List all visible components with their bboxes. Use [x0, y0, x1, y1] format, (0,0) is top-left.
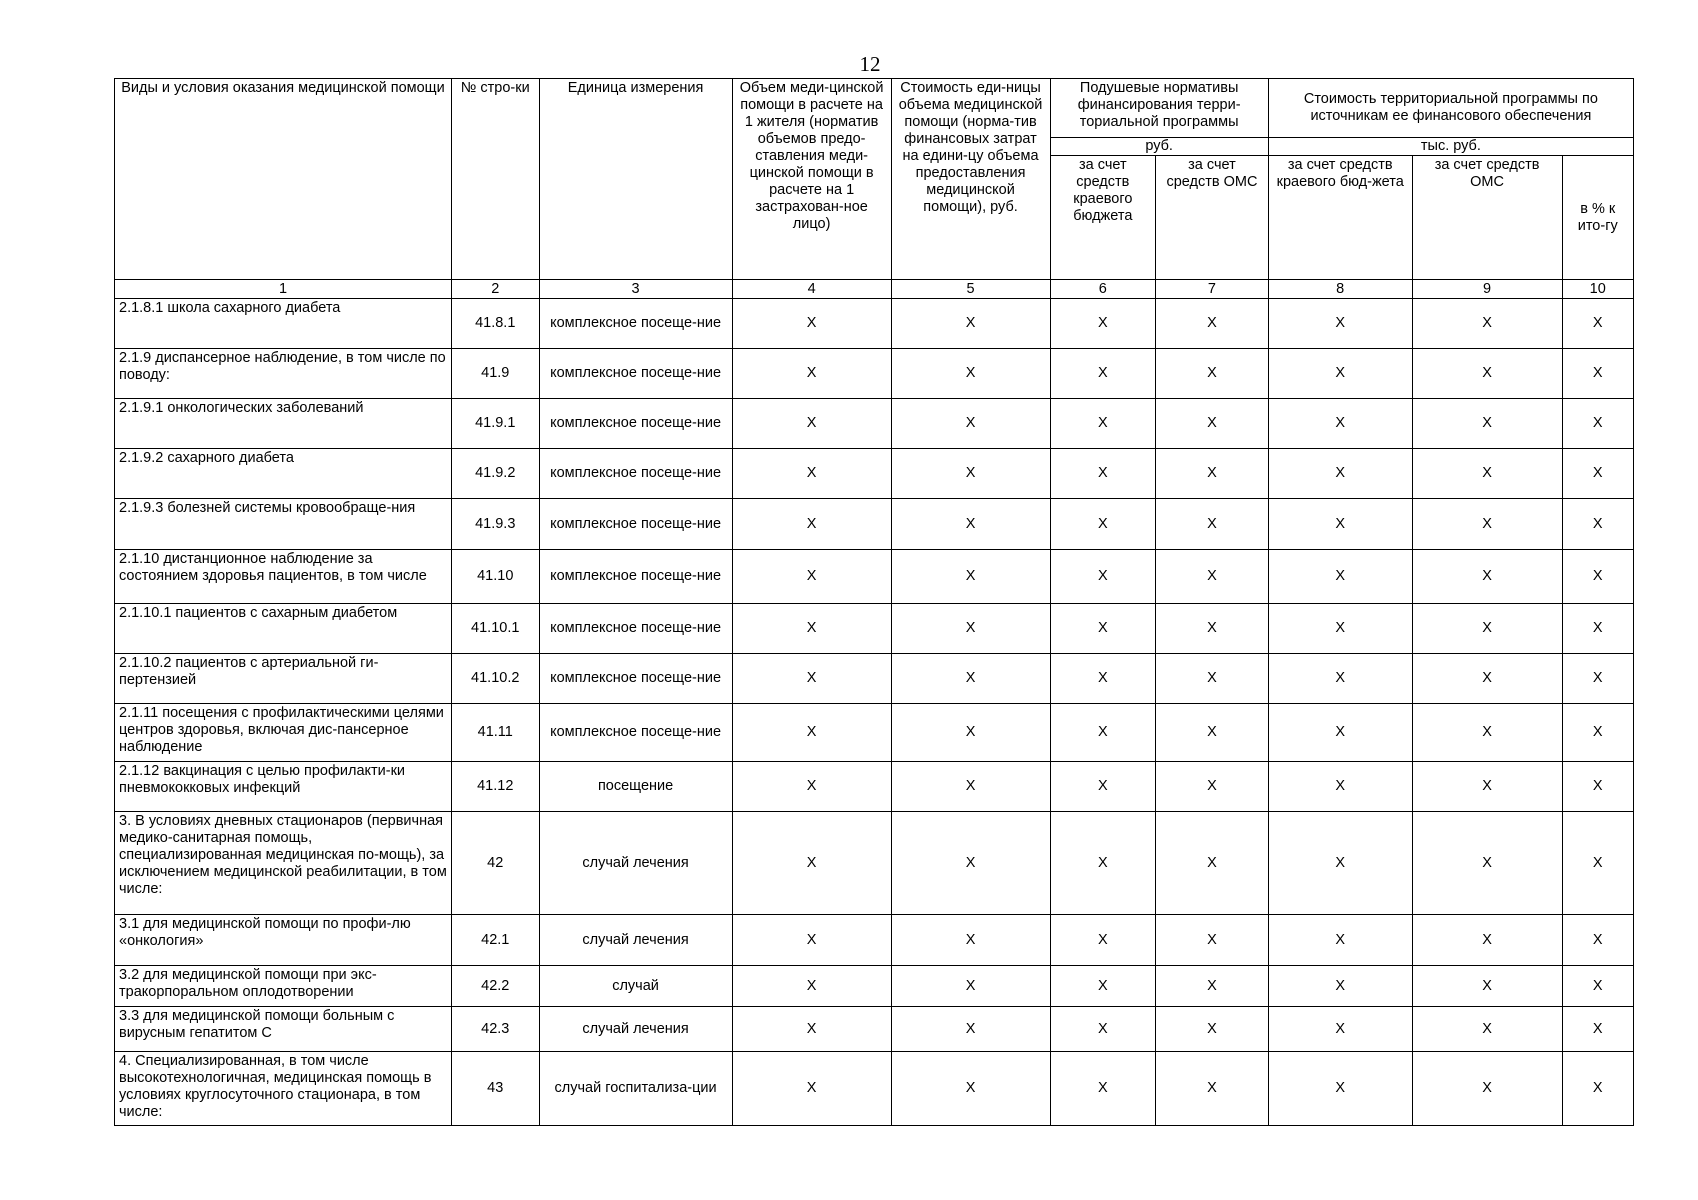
column-number: 8 — [1268, 280, 1412, 299]
table-row — [115, 499, 1634, 550]
row-value: X — [1156, 550, 1269, 604]
row-unit: случай лечения — [539, 1007, 732, 1052]
row-value: X — [891, 1007, 1050, 1052]
row-value: X — [732, 654, 891, 704]
row-value: X — [732, 299, 891, 349]
row-value: X — [1156, 915, 1269, 966]
table-row — [115, 604, 1634, 654]
row-line-number: 41.10.1 — [451, 604, 539, 654]
row-name: 4. Специализированная, в том числе высокотехнологичная, медицинская помощь в условиях круглосуточного стационара, в том числе: — [115, 1052, 452, 1126]
row-name: 2.1.10 дистанционное наблюдение за состоянием здоровья пациентов, в том числе — [115, 550, 452, 604]
row-value: X — [891, 349, 1050, 399]
row-value: X — [1050, 1007, 1156, 1052]
row-line-number: 42.3 — [451, 1007, 539, 1052]
row-value: X — [732, 499, 891, 550]
row-value: X — [1156, 1007, 1269, 1052]
row-line-number: 41.12 — [451, 762, 539, 812]
row-value: X — [1412, 966, 1562, 1007]
row-value: X — [1412, 654, 1562, 704]
row-value: X — [732, 704, 891, 762]
row-value: X — [891, 604, 1050, 654]
row-unit: случай лечения — [539, 915, 732, 966]
row-value: X — [1412, 349, 1562, 399]
row-value: X — [1268, 499, 1412, 550]
table-row — [115, 550, 1634, 604]
column-number: 7 — [1156, 280, 1269, 299]
row-value: X — [1268, 915, 1412, 966]
row-unit: комплексное посеще-ние — [539, 604, 732, 654]
row-value: X — [1268, 654, 1412, 704]
row-line-number: 42.2 — [451, 966, 539, 1007]
row-value: X — [891, 812, 1050, 915]
table-header — [115, 79, 1634, 299]
row-value: X — [1562, 966, 1634, 1007]
row-value: X — [891, 550, 1050, 604]
row-value: X — [1156, 349, 1269, 399]
header-volume-per-resident: Объем меди-цинской помощи в расчете на 1 жителя (норматив объемов предо-ставления меди-цинской помощи в расчете на 1 застрахован-ное лицо) — [732, 79, 891, 280]
row-value: X — [1562, 762, 1634, 812]
row-value: X — [1050, 704, 1156, 762]
row-value: X — [732, 449, 891, 499]
header-oms-thousand: за счет средств ОМС — [1412, 156, 1562, 280]
row-value: X — [1412, 499, 1562, 550]
row-value: X — [891, 762, 1050, 812]
row-value: X — [1268, 349, 1412, 399]
row-value: X — [732, 1007, 891, 1052]
row-value: X — [1562, 550, 1634, 604]
medical-care-table — [114, 78, 1634, 1126]
row-value: X — [891, 704, 1050, 762]
row-value: X — [1050, 449, 1156, 499]
row-value: X — [1156, 966, 1269, 1007]
row-value: X — [1562, 604, 1634, 654]
header-regional-budget-thousand: за счет средств краевого бюд-жета — [1268, 156, 1412, 280]
table-body — [115, 299, 1634, 1126]
row-value: X — [1412, 1007, 1562, 1052]
row-value: X — [732, 966, 891, 1007]
row-value: X — [1562, 812, 1634, 915]
row-value: X — [891, 1052, 1050, 1126]
header-percent-of-total: в % к ито-гу — [1562, 156, 1634, 280]
table-row — [115, 812, 1634, 915]
row-value: X — [732, 762, 891, 812]
row-value: X — [1562, 915, 1634, 966]
row-name: 3.2 для медицинской помощи при экс-тракорпоральном оплодотворении — [115, 966, 452, 1007]
row-value: X — [891, 499, 1050, 550]
row-value: X — [1268, 449, 1412, 499]
row-value: X — [891, 299, 1050, 349]
row-value: X — [1156, 299, 1269, 349]
row-value: X — [1156, 604, 1269, 654]
row-value: X — [891, 399, 1050, 449]
row-name: 3.1 для медицинской помощи по профи-лю «онкология» — [115, 915, 452, 966]
row-name: 2.1.9.1 онкологических заболеваний — [115, 399, 452, 449]
row-value: X — [1050, 499, 1156, 550]
row-value: X — [732, 550, 891, 604]
row-value: X — [1412, 812, 1562, 915]
table-row — [115, 654, 1634, 704]
row-line-number: 41.9.2 — [451, 449, 539, 499]
column-number: 9 — [1412, 280, 1562, 299]
row-value: X — [1050, 299, 1156, 349]
row-value: X — [1562, 349, 1634, 399]
row-name: 2.1.9.3 болезней системы кровообраще-ния — [115, 499, 452, 550]
header-line-number: № стро-ки — [451, 79, 539, 280]
row-unit: комплексное посеще-ние — [539, 550, 732, 604]
row-value: X — [1050, 966, 1156, 1007]
row-unit: комплексное посеще-ние — [539, 449, 732, 499]
row-value: X — [1268, 399, 1412, 449]
row-value: X — [891, 915, 1050, 966]
row-line-number: 41.11 — [451, 704, 539, 762]
column-number: 10 — [1562, 280, 1634, 299]
table-row — [115, 704, 1634, 762]
row-value: X — [1412, 1052, 1562, 1126]
header-unit: Единица измерения — [539, 79, 732, 280]
table-row — [115, 915, 1634, 966]
column-number: 4 — [732, 280, 891, 299]
row-value: X — [732, 812, 891, 915]
column-number: 5 — [891, 280, 1050, 299]
row-line-number: 41.9 — [451, 349, 539, 399]
row-unit: комплексное посеще-ние — [539, 654, 732, 704]
column-number: 2 — [451, 280, 539, 299]
row-value: X — [1268, 704, 1412, 762]
row-unit: комплексное посеще-ние — [539, 399, 732, 449]
column-number: 3 — [539, 280, 732, 299]
row-value: X — [1156, 762, 1269, 812]
row-value: X — [1268, 812, 1412, 915]
row-value: X — [1268, 1052, 1412, 1126]
column-number: 1 — [115, 280, 452, 299]
row-value: X — [1562, 654, 1634, 704]
row-value: X — [1562, 499, 1634, 550]
row-value: X — [1156, 499, 1269, 550]
row-value: X — [891, 449, 1050, 499]
row-value: X — [1412, 762, 1562, 812]
row-value: X — [891, 654, 1050, 704]
row-unit: комплексное посеще-ние — [539, 704, 732, 762]
column-number: 6 — [1050, 280, 1156, 299]
header-regional-budget-rub: за счет средств краевого бюджета — [1050, 156, 1156, 280]
header-program-cost-unit: тыс. руб. — [1268, 138, 1633, 156]
row-value: X — [1412, 399, 1562, 449]
row-name: 2.1.9.2 сахарного диабета — [115, 449, 452, 499]
row-unit: комплексное посеще-ние — [539, 349, 732, 399]
row-name: 2.1.11 посещения с профилактическими целями центров здоровья, включая дис-пансерное наблюдение — [115, 704, 452, 762]
table-row — [115, 1007, 1634, 1052]
row-value: X — [1050, 915, 1156, 966]
row-value: X — [1412, 704, 1562, 762]
row-value: X — [1412, 915, 1562, 966]
row-value: X — [891, 966, 1050, 1007]
row-value: X — [1412, 604, 1562, 654]
row-value: X — [1562, 299, 1634, 349]
table-row — [115, 1052, 1634, 1126]
row-name: 2.1.12 вакцинация с целью профилакти-ки пневмококковых инфекций — [115, 762, 452, 812]
row-value: X — [1562, 449, 1634, 499]
header-per-capita-standards: Подушевые нормативы финансирования терри-ториальной программы — [1050, 79, 1268, 138]
row-value: X — [1050, 399, 1156, 449]
row-name: 3. В условиях дневных стационаров (первичная медико-санитарная помощь, специализированная медицинская по-мощь), за исключением медицинской реабилитации, в том числе: — [115, 812, 452, 915]
row-value: X — [1412, 299, 1562, 349]
table-row — [115, 966, 1634, 1007]
page-number: 12 — [859, 52, 881, 76]
row-value: X — [1156, 449, 1269, 499]
row-unit: посещение — [539, 762, 732, 812]
row-name: 2.1.10.1 пациентов с сахарным диабетом — [115, 604, 452, 654]
header-oms-rub: за счет средств ОМС — [1156, 156, 1269, 280]
row-line-number: 41.9.3 — [451, 499, 539, 550]
table-row — [115, 399, 1634, 449]
row-line-number: 42.1 — [451, 915, 539, 966]
row-unit: комплексное посеще-ние — [539, 499, 732, 550]
row-line-number: 43 — [451, 1052, 539, 1126]
column-number-row — [115, 280, 1634, 299]
row-name: 3.3 для медицинской помощи больным с вирусным гепатитом С — [115, 1007, 452, 1052]
row-line-number: 41.8.1 — [451, 299, 539, 349]
table-row — [115, 349, 1634, 399]
row-value: X — [732, 1052, 891, 1126]
row-name: 2.1.10.2 пациентов с артериальной ги-пертензией — [115, 654, 452, 704]
table-row — [115, 299, 1634, 349]
row-name: 2.1.8.1 школа сахарного диабета — [115, 299, 452, 349]
row-value: X — [1050, 654, 1156, 704]
row-value: X — [732, 399, 891, 449]
row-value: X — [1050, 349, 1156, 399]
header-types-conditions: Виды и условия оказания медицинской помощи — [115, 79, 452, 280]
table-row — [115, 762, 1634, 812]
row-value: X — [1268, 604, 1412, 654]
row-value: X — [1156, 399, 1269, 449]
row-value: X — [1050, 1052, 1156, 1126]
row-line-number: 42 — [451, 812, 539, 915]
row-unit: комплексное посеще-ние — [539, 299, 732, 349]
row-value: X — [1156, 704, 1269, 762]
row-value: X — [732, 349, 891, 399]
row-unit: случай лечения — [539, 812, 732, 915]
row-value: X — [1268, 1007, 1412, 1052]
row-value: X — [1050, 812, 1156, 915]
row-value: X — [1268, 762, 1412, 812]
row-value: X — [1050, 550, 1156, 604]
row-value: X — [1268, 299, 1412, 349]
header-per-capita-unit: руб. — [1050, 138, 1268, 156]
row-unit: случай госпитализа-ции — [539, 1052, 732, 1126]
row-value: X — [1412, 550, 1562, 604]
row-value: X — [732, 604, 891, 654]
row-value: X — [1562, 399, 1634, 449]
row-value: X — [1050, 604, 1156, 654]
header-program-cost: Стоимость территориальной программы по источникам ее финансового обеспечения — [1268, 79, 1633, 138]
row-value: X — [1156, 812, 1269, 915]
row-line-number: 41.10 — [451, 550, 539, 604]
row-value: X — [1412, 449, 1562, 499]
table-row — [115, 449, 1634, 499]
row-line-number: 41.10.2 — [451, 654, 539, 704]
row-line-number: 41.9.1 — [451, 399, 539, 449]
row-unit: случай — [539, 966, 732, 1007]
row-value: X — [1268, 550, 1412, 604]
row-value: X — [1156, 654, 1269, 704]
row-value: X — [1562, 1052, 1634, 1126]
row-name: 2.1.9 диспансерное наблюдение, в том числе по поводу: — [115, 349, 452, 399]
row-value: X — [732, 915, 891, 966]
row-value: X — [1050, 762, 1156, 812]
row-value: X — [1562, 704, 1634, 762]
row-value: X — [1562, 1007, 1634, 1052]
header-unit-cost: Стоимость еди-ницы объема медицинской помощи (норма-тив финансовых затрат на едини-цу объема предоставления медицинской помощи), руб. — [891, 79, 1050, 280]
row-value: X — [1156, 1052, 1269, 1126]
row-value: X — [1268, 966, 1412, 1007]
